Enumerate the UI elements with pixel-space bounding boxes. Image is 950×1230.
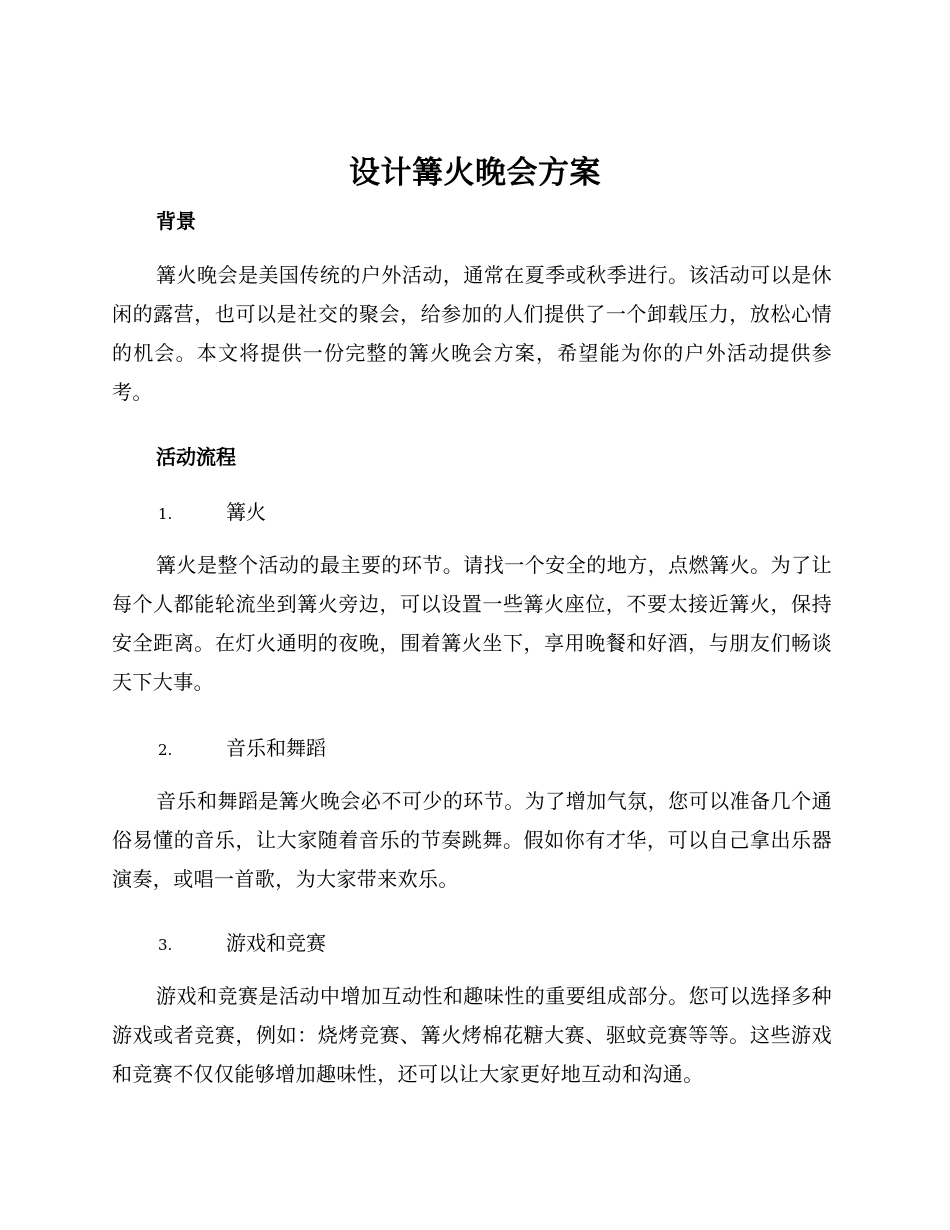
- list-item-title: 音乐和舞蹈: [226, 736, 326, 760]
- paragraph-music-dance: 音乐和舞蹈是篝火晚会必不可少的环节。为了增加气氛，您可以准备几个通俗易懂的音乐，让大家随着音乐的节奏跳舞。假如你有才华，可以自己拿出乐器演奏，或唱一首歌，为大家带来欢乐。: [112, 789, 832, 891]
- list-item-number: 1.: [158, 505, 173, 523]
- paragraph-background: 篝火晚会是美国传统的户外活动，通常在夏季或秋季进行。该活动可以是休闲的露营，也可以是社交的聚会，给参加的人们提供了一个卸载压力，放松心情的机会。本文将提供一份完整的篝火晚会方案，希望能为你的户外活动提供参考。: [112, 263, 832, 404]
- section-heading-process: 活动流程: [156, 445, 236, 469]
- list-item-title: 游戏和竞赛: [226, 931, 326, 955]
- section-heading-background: 背景: [156, 209, 196, 233]
- paragraph-bonfire: 篝火是整个活动的最主要的环节。请找一个安全的地方，点燃篝火。为了让每个人都能轮流坐到篝火旁边，可以设置一些篝火座位，不要太接近篝火，保持安全距离。在灯火通明的夜晚，围着篝火坐下，享用晚餐和好酒，与朋友们畅谈天下大事。: [112, 553, 832, 694]
- list-item-1: [158, 498, 266, 528]
- list-item-number: 3.: [158, 936, 173, 954]
- paragraph-games-contests: 游戏和竞赛是活动中增加互动性和趣味性的重要组成部分。您可以选择多种游戏或者竞赛，例如：烧烤竞赛、篝火烤棉花糖大赛、驱蚊竞赛等等。这些游戏和竞赛不仅仅能够增加趣味性，还可以让大家更好地互动和沟通。: [112, 984, 832, 1086]
- list-item-2: [158, 734, 326, 764]
- document-title: 设计篝火晚会方案: [349, 155, 601, 191]
- list-item-3: [158, 929, 326, 959]
- list-item-number: 2.: [158, 741, 173, 759]
- list-item-title: 篝火: [226, 500, 266, 524]
